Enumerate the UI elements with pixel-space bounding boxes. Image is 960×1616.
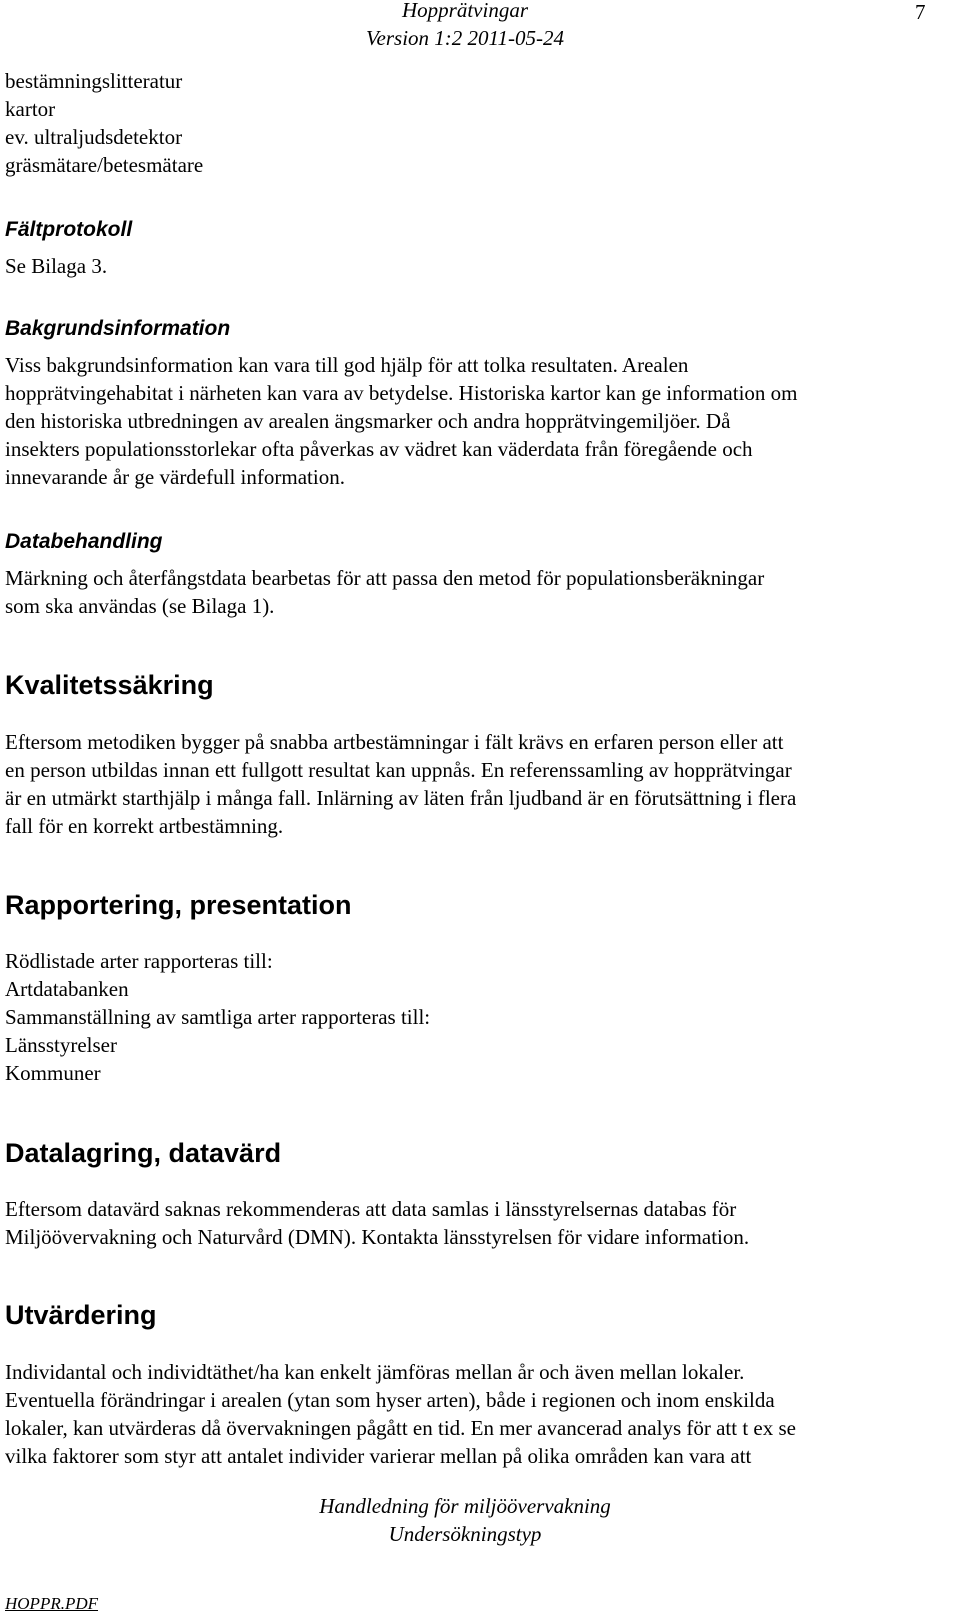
paragraph-line: Se Bilaga 3. bbox=[5, 254, 108, 278]
section-heading-utvardering: Utvärdering bbox=[5, 1300, 157, 1330]
paragraph-line: Eftersom datavärd saknas rekommenderas att data samlas i länsstyrelsernas databas för bbox=[5, 1197, 737, 1221]
running-header-version: Version 1:2 2011-05-24 bbox=[366, 26, 564, 50]
list-item: ev. ultraljudsdetektor bbox=[5, 125, 183, 149]
paragraph-line: Sammanställning av samtliga arter rapporteras till: bbox=[5, 1005, 431, 1029]
paragraph-line: den historiska utbredningen av arealen ängsmarker och andra hopprätvingemiljöer. Då bbox=[5, 409, 731, 433]
paragraph-line: Länsstyrelser bbox=[5, 1033, 117, 1057]
running-header-title: Hopprätvingar bbox=[402, 0, 528, 22]
paragraph-line: Kommuner bbox=[5, 1061, 101, 1085]
paragraph-line: Miljöövervakning och Naturvård (DMN). Kontakta länsstyrelsen för vidare information. bbox=[5, 1225, 750, 1249]
section-heading-databehandling: Databehandling bbox=[5, 530, 163, 553]
page-number: 7 bbox=[915, 0, 926, 24]
footer-subtitle: Undersökningstyp bbox=[388, 1522, 542, 1546]
paragraph-line: innevarande år ge värdefull information. bbox=[5, 465, 345, 489]
paragraph-line: Eftersom metodiken bygger på snabba artbestämningar i fält krävs en erfaren person eller att bbox=[5, 730, 784, 754]
paragraph-line: vilka faktorer som styr att antalet individer varierar mellan på olika områden kan vara att bbox=[5, 1444, 752, 1468]
section-heading-faltprotokoll: Fältprotokoll bbox=[5, 218, 133, 241]
paragraph-line: en person utbildas innan ett fullgott resultat kan uppnås. En referenssamling av hopprätvingar bbox=[5, 758, 792, 782]
paragraph-line: lokaler, kan utvärderas då övervakningen pågått en tid. En mer avancerad analys för att t ex se bbox=[5, 1416, 796, 1440]
paragraph-line: hopprätvingehabitat i närheten kan vara av betydelse. Historiska kartor kan ge information om bbox=[5, 381, 798, 405]
paragraph-line: Viss bakgrundsinformation kan vara till god hjälp för att tolka resultaten. Arealen bbox=[5, 353, 689, 377]
paragraph-line: Rödlistade arter rapporteras till: bbox=[5, 949, 273, 973]
list-item: gräsmätare/betesmätare bbox=[5, 153, 204, 177]
footer-title: Handledning för miljöövervakning bbox=[319, 1494, 611, 1518]
section-heading-kvalitetssakring: Kvalitetssäkring bbox=[5, 670, 214, 700]
paragraph-line: som ska användas (se Bilaga 1). bbox=[5, 594, 275, 618]
paragraph-line: Eventuella förändringar i arealen (ytan som hyser arten), både i regionen och inom enskilda bbox=[5, 1388, 775, 1412]
paragraph-line: är en utmärkt starthjälp i många fall. Inlärning av läten från ljudband är en förutsättning i flera bbox=[5, 786, 797, 810]
paragraph-line: fall för en korrekt artbestämning. bbox=[5, 814, 284, 838]
section-heading-bakgrundsinformation: Bakgrundsinformation bbox=[5, 317, 231, 340]
section-heading-rapportering: Rapportering, presentation bbox=[5, 890, 352, 920]
paragraph-line: Märkning och återfångstdata bearbetas för att passa den metod för populationsberäkningar bbox=[5, 566, 765, 590]
footer-filename: HOPPR.PDF bbox=[5, 1594, 99, 1613]
paragraph-line: insekters populationsstorlekar ofta påverkas av vädret kan väderdata från föregående och bbox=[5, 437, 753, 461]
paragraph-line: Individantal och individtäthet/ha kan enkelt jämföras mellan år och även mellan lokaler. bbox=[5, 1360, 745, 1384]
list-item: kartor bbox=[5, 97, 56, 121]
list-item: bestämningslitteratur bbox=[5, 69, 183, 93]
paragraph-line: Artdatabanken bbox=[5, 977, 129, 1001]
section-heading-datalagring: Datalagring, datavärd bbox=[5, 1138, 282, 1168]
